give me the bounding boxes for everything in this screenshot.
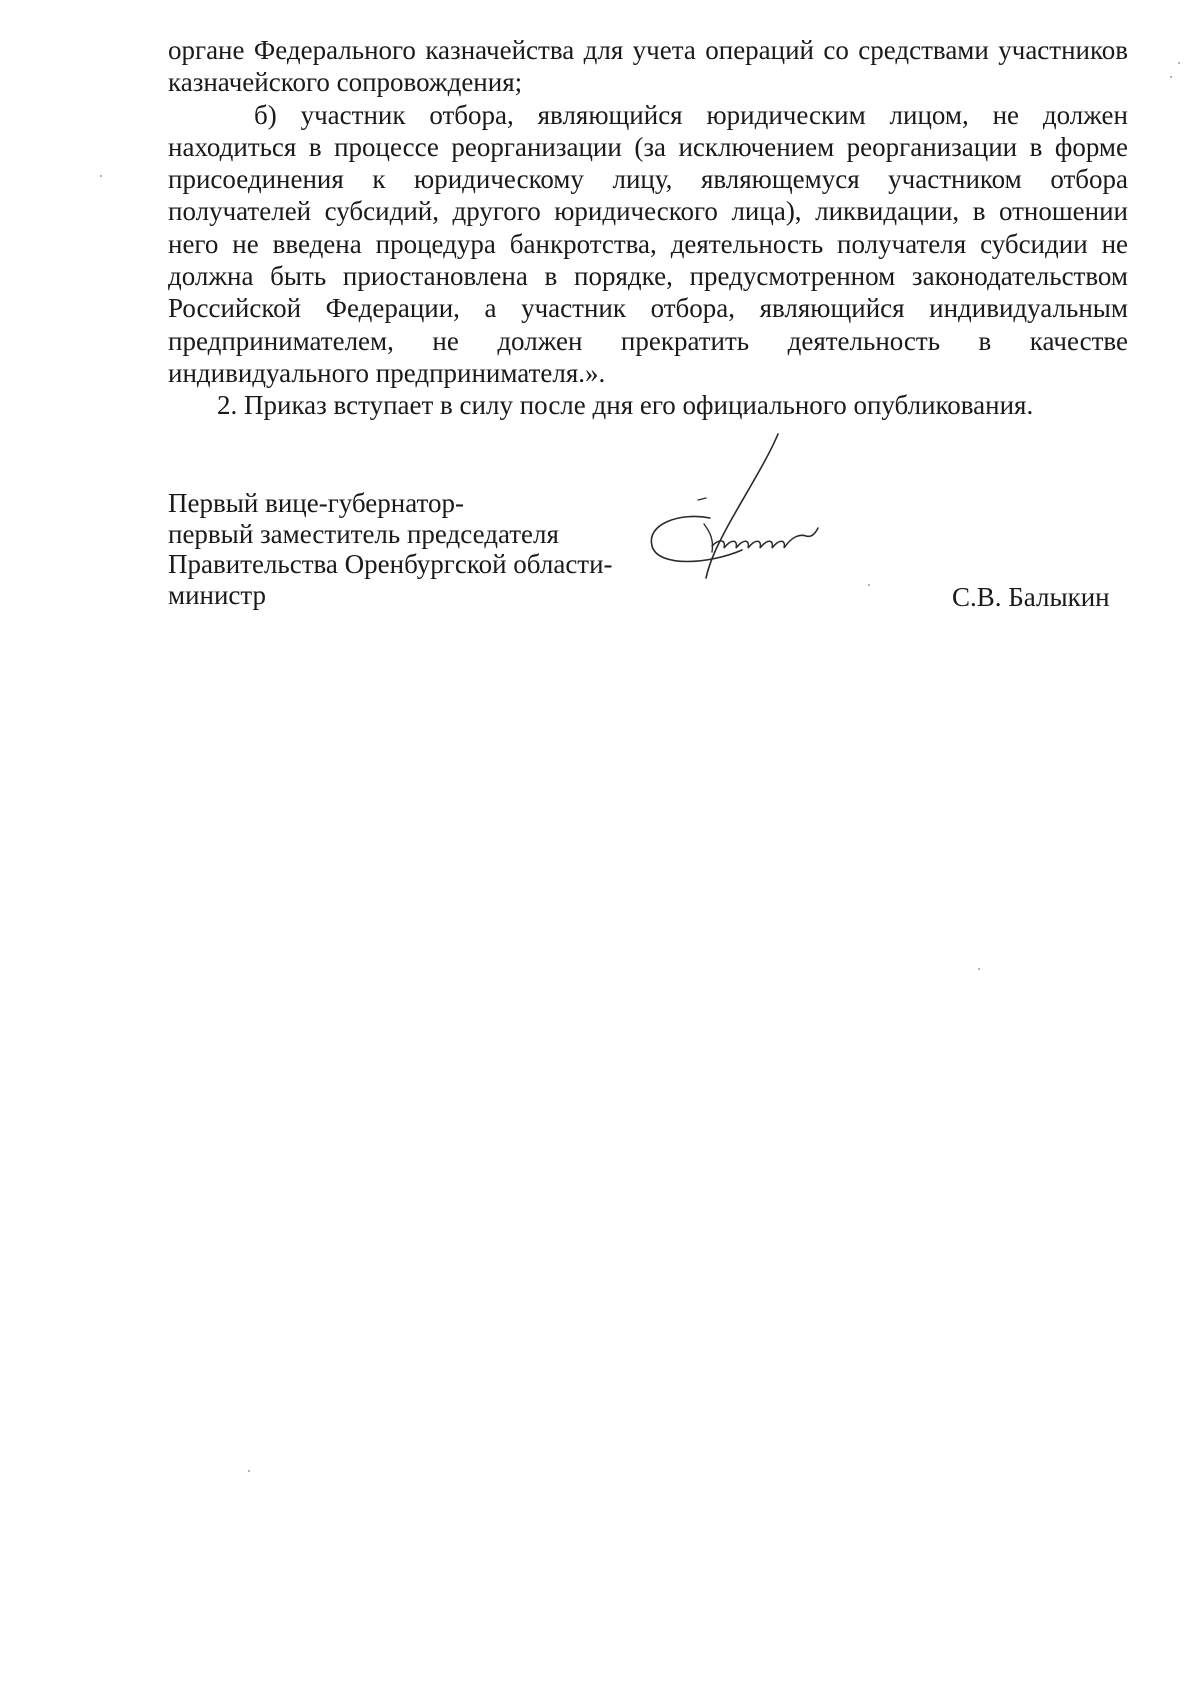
position-line: Правительства Оренбургской области- bbox=[168, 549, 613, 579]
scan-artifact bbox=[100, 175, 102, 177]
scan-artifact bbox=[1170, 76, 1172, 78]
paragraph-item-2: 2. Приказ вступает в силу после дня его официального опубликования. bbox=[217, 390, 1034, 421]
position-line: министр bbox=[168, 579, 267, 610]
position-line: первый заместитель председателя bbox=[168, 518, 559, 549]
signer-name: С.В. Балыкин bbox=[952, 582, 1110, 612]
scan-artifact bbox=[1178, 62, 1180, 64]
paragraph-continuation: органе Федерального казначейства для учета операций со средствами участников казначейского сопровождения; bbox=[168, 35, 1128, 98]
paragraph-item-b: б) участник отбора, являющийся юридическим лицом, не должен находиться в процессе реорганизации (за исключением реорганизации в форме присоединения к юридическому лицу, являющемуся участником отбора получателей субсидий, другого юридического лица), ликвидации, в отношении него не введена процедура банкротства, деятельность получателя субсидии не должна быть приостановлена в порядке, предусмотренном законодательством Российской Федерации, а участник отбора, являющийся индивидуальным предпринимателем, не должен прекратить деятельность в качестве индивидуального предпринимателя.». bbox=[168, 99, 1128, 388]
signatory-position bbox=[168, 488, 613, 610]
scan-artifact bbox=[248, 1470, 250, 1472]
position-line: Первый вице-губернатор- bbox=[168, 488, 464, 518]
scan-artifact bbox=[868, 584, 870, 586]
scan-artifact bbox=[978, 968, 980, 970]
document-body bbox=[168, 34, 1128, 422]
handwritten-signature bbox=[640, 428, 860, 588]
